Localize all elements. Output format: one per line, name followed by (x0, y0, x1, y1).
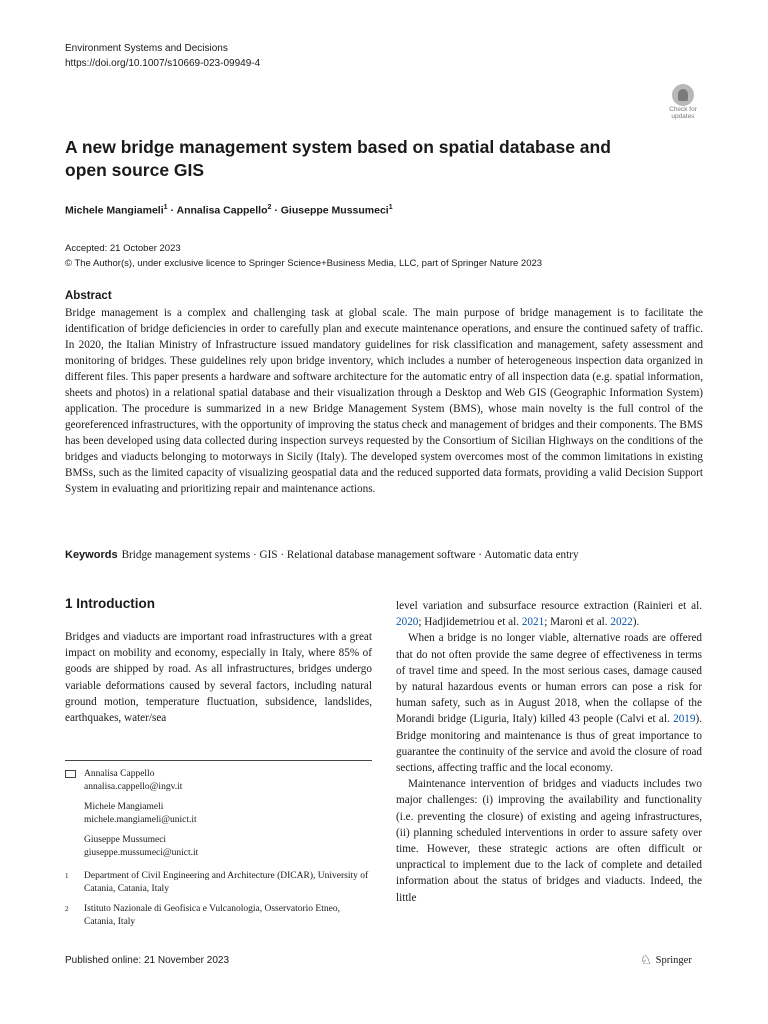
author-name[interactable]: Annalisa Cappello (176, 204, 268, 217)
correspondent-email[interactable]: annalisa.cappello@ingv.it (84, 781, 183, 792)
section-heading: 1 Introduction (65, 596, 155, 611)
intro-paragraph (396, 630, 702, 776)
abstract-text: Bridge management is a complex and challenging task at global scale. The main purpose of bridge management is to facilitate the identification of bridge deficiencies in order to carefully plan and execute maintenance operations, and ensure the continued safety of traffic. In 2020, the Italian Ministry of Infrastructure issued mandatory guidelines for risk classification and management, safety assessment and monitoring of bridges. These guidelines rely upon bridge inventory, which includes a number of heterogeneous inspection data organized in different files. This paper presents a hardware and software architecture for the automatic entry of all inspection data (e.g. spatial information, sheets and photos) in a relational spatial database and their visualization through a Desktop and Web GIS (Geographic Information System) application. The procedure is summarized in a new Bridge Management System (BMS), whose main novelty is the full control of the georeferenced infrastructures, with the opportunity of improving the status check and management of bridges and their components. The BMS has been developed using data collected during inspection surveys requested by the Consortium of Sicilian Highways on the conditions of the bridges and viaducts belonging to motorways in Sicily (Italy). The developed system overcomes most of the common limitations in existing BMSs, such as the limited capacity of visualizing geospatial data and the reduced supported data formats, providing a valid Decision Support System in evaluating and prioritizing repair and maintenance actions. (65, 307, 703, 495)
envelope-icon (65, 770, 76, 778)
text-run: ; Maroni et al. (544, 616, 611, 629)
correspondent (84, 801, 372, 826)
check-for-updates-badge[interactable] (664, 84, 702, 124)
publisher-name: Springer (655, 954, 692, 966)
journal-header (65, 41, 260, 71)
text-run: level variation and subsurface resource extraction (Rainieri et al. (396, 600, 702, 612)
publisher-logo (640, 952, 692, 968)
affiliation-text: Department of Civil Engineering and Architecture (DICAR), University of Catania, Catania, Italy (84, 871, 369, 894)
author-name[interactable]: Michele Mangiameli (65, 204, 164, 217)
correspondent (84, 834, 372, 859)
affiliation-number: 1 (65, 872, 69, 880)
author-list (65, 204, 393, 217)
citation-link[interactable]: 2019 (673, 713, 696, 726)
citation-link[interactable]: 2021 (521, 616, 545, 629)
doi-link[interactable]: https://doi.org/10.1007/s10669-023-09949-4 (65, 58, 261, 69)
accepted-date: Accepted: 21 October 2023 (65, 243, 181, 254)
text-run: ). (632, 616, 640, 629)
intro-paragraph (396, 598, 702, 630)
springer-horse-icon: ♘ (640, 952, 652, 967)
citation-link[interactable]: 2022 (610, 616, 633, 629)
check-updates-icon (672, 84, 694, 106)
right-column (396, 598, 702, 906)
citation-link[interactable]: 2020 (396, 616, 419, 629)
affiliation (65, 903, 372, 928)
affiliation-text: Istituto Nazionale di Geofisica e Vulcanologia, Osservatorio Etneo, Catania, Italy (84, 904, 340, 927)
correspondent-name: Michele Mangiameli (84, 802, 164, 812)
correspondent-name: Giuseppe Mussumeci (84, 835, 167, 845)
correspondent-name: Annalisa Cappello (84, 769, 155, 779)
author-affiliation-mark: 2 (267, 204, 272, 211)
copyright-line: © The Author(s), under exclusive licence to Springer Science+Business Media, LLC, part of Springer Nature 2023 (65, 258, 543, 269)
footnote-divider (65, 760, 372, 761)
author-separator: · (167, 204, 177, 217)
intro-paragraph: Maintenance intervention of bridges and viaducts includes two major challenges: (i) improving the availability and functionality (i.e. preventing the closure) of existing and ageing infrastructures, (ii) planning scheduled interventions in order to assure safety over time. However, these strategic actions are often difficult or unpractical to implement due to the lack of complete and detailed information about the status of bridges and viaducts. Indeed, the little (396, 778, 702, 904)
author-separator: · (271, 204, 281, 217)
affiliation-number: 2 (65, 905, 69, 913)
text-run: ; Hadjidemetriou et al. (418, 616, 522, 629)
keywords (65, 549, 579, 561)
correspondent (84, 768, 372, 793)
text-run: When a bridge is no longer viable, alternative roads are offered that do not often provide the same degree of effectiveness in terms of travel time and speed. In the most serious cases, damage caused by natural hazardous events or human errors can pose a risk for human safety, such as in August 2018, when the collapse of the Morandi bridge (Liguria, Italy) killed 43 people (Calvi et al. (396, 632, 702, 726)
author-name[interactable]: Giuseppe Mussumeci (280, 204, 389, 217)
published-online: Published online: 21 November 2023 (65, 955, 229, 966)
intro-paragraph: Bridges and viaducts are important road infrastructures with a great impact on mobility and economy, especially in Italy, where 85% of goods are shipped by road. As all infrastructures, bridges undergo variable deformations caused by several factors, including natural ground motion, temperature fluctuation, subsidence, landslides, earthquakes, water/sea (65, 631, 372, 725)
correspondent-email[interactable]: giuseppe.mussumeci@unict.it (84, 847, 199, 858)
keywords-label: Keywords (65, 549, 118, 561)
paper-title: A new bridge management system based on spatial database and open source GIS (65, 137, 611, 180)
author-affiliation-mark: 1 (388, 204, 393, 211)
keywords-list: Bridge management systems · GIS · Relational database management software · Automatic data entry (121, 549, 579, 561)
text-run: ). Bridge monitoring and maintenance is thus of great importance to guarantee the continuity of the service and avoid the closure of road sections, affecting traffic and the local economy. (396, 713, 702, 775)
badge-line1: Check for (669, 106, 697, 113)
correspondence-block (65, 768, 372, 867)
author-affiliation-mark: 1 (163, 204, 168, 211)
correspondent-email[interactable]: michele.mangiameli@unict.it (84, 814, 197, 825)
badge-line2: updates (671, 113, 695, 120)
journal-name: Environment Systems and Decisions (65, 43, 228, 54)
abstract-heading: Abstract (65, 290, 112, 302)
publication-dates (65, 241, 542, 271)
affiliation (65, 870, 372, 895)
